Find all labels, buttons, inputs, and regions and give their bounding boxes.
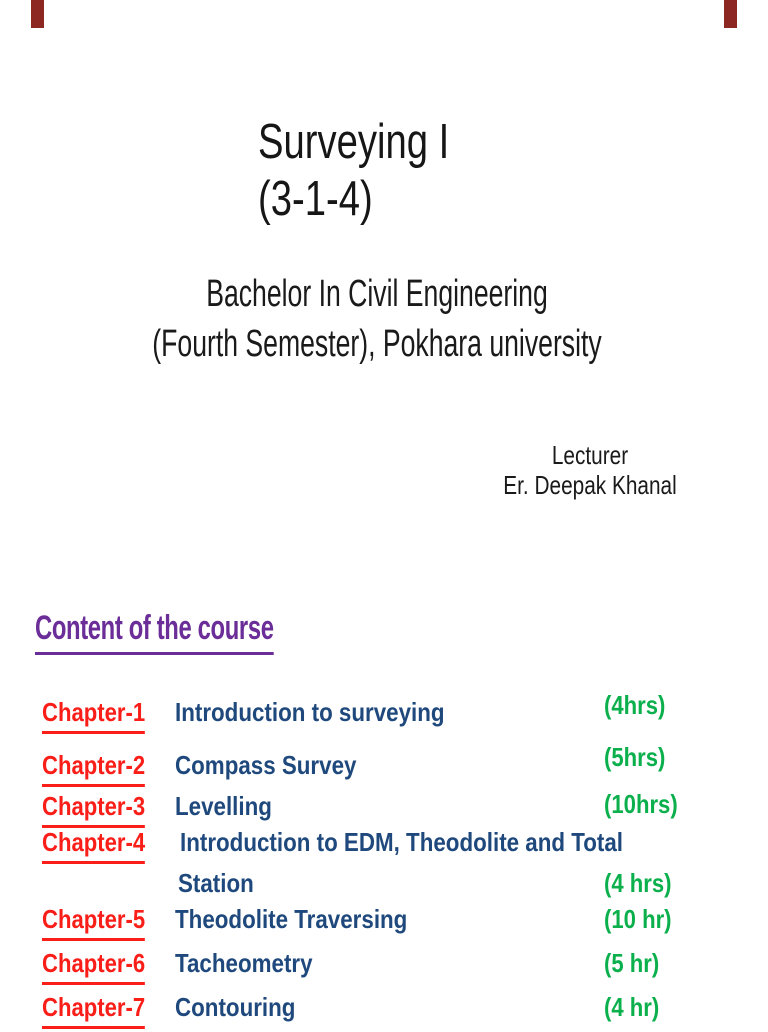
- section-heading: [35, 608, 376, 655]
- chapter-row-3: [0, 791, 768, 831]
- chapter-row-2: [0, 742, 768, 790]
- chapter-7-hours: (4 hr): [604, 992, 660, 1022]
- chapter-row-1: [0, 690, 768, 737]
- lecturer-name: Er. Deepak Khanal: [503, 470, 677, 500]
- chapter-1-title: Introduction to surveying: [175, 697, 445, 727]
- chapter-row-7: [0, 992, 768, 1032]
- lecturer-label: Lecturer: [551, 440, 629, 470]
- chapter-4-label: Chapter-4: [42, 827, 145, 864]
- chapter-row-4-continued: [0, 868, 768, 908]
- chapter-3-title: Levelling: [175, 791, 272, 821]
- chapter-5-title: Theodolite Traversing: [175, 904, 408, 934]
- section-heading-text: Content of the course: [35, 608, 274, 655]
- chapter-6-hours: (5 hr): [604, 948, 660, 978]
- corner-accent-left: [31, 0, 44, 28]
- subtitle-line-1: Bachelor In Civil Engineering: [206, 273, 548, 315]
- chapter-5-hours: (10 hr): [604, 904, 672, 934]
- chapter-1-hours: (4hrs): [604, 690, 666, 720]
- chapter-2-label: Chapter-2: [42, 750, 145, 787]
- corner-accent-right: [724, 0, 737, 28]
- chapter-5-label: Chapter-5: [42, 904, 145, 941]
- chapter-4-title: Introduction to EDM, Theodolite and Total: [180, 827, 624, 857]
- chapter-row-4: [0, 827, 768, 867]
- chapter-4-title-line-2: Station: [178, 868, 254, 898]
- chapter-row-6: [0, 948, 768, 988]
- chapter-2-hours: (5hrs): [604, 742, 666, 772]
- slide-title-line-1: Surveying I: [258, 115, 450, 169]
- slide-title: [258, 114, 449, 228]
- chapter-7-title: Contouring: [175, 992, 296, 1022]
- chapter-3-hours: (10hrs): [604, 789, 678, 819]
- chapter-1-label: Chapter-1: [42, 697, 145, 734]
- slide-title-line-2: (3-1-4): [258, 172, 373, 226]
- slide-subtitle: [0, 269, 754, 369]
- chapter-6-label: Chapter-6: [42, 948, 145, 985]
- lecturer-block: [420, 440, 760, 500]
- chapter-4-hours: (4 hrs): [604, 868, 672, 898]
- chapter-row-5: [0, 904, 768, 944]
- subtitle-line-2: (Fourth Semester), Pokhara university: [152, 323, 602, 365]
- chapter-3-label: Chapter-3: [42, 791, 145, 828]
- chapter-6-title: Tacheometry: [175, 948, 313, 978]
- chapter-7-label: Chapter-7: [42, 992, 145, 1029]
- chapter-2-title: Compass Survey: [175, 750, 357, 780]
